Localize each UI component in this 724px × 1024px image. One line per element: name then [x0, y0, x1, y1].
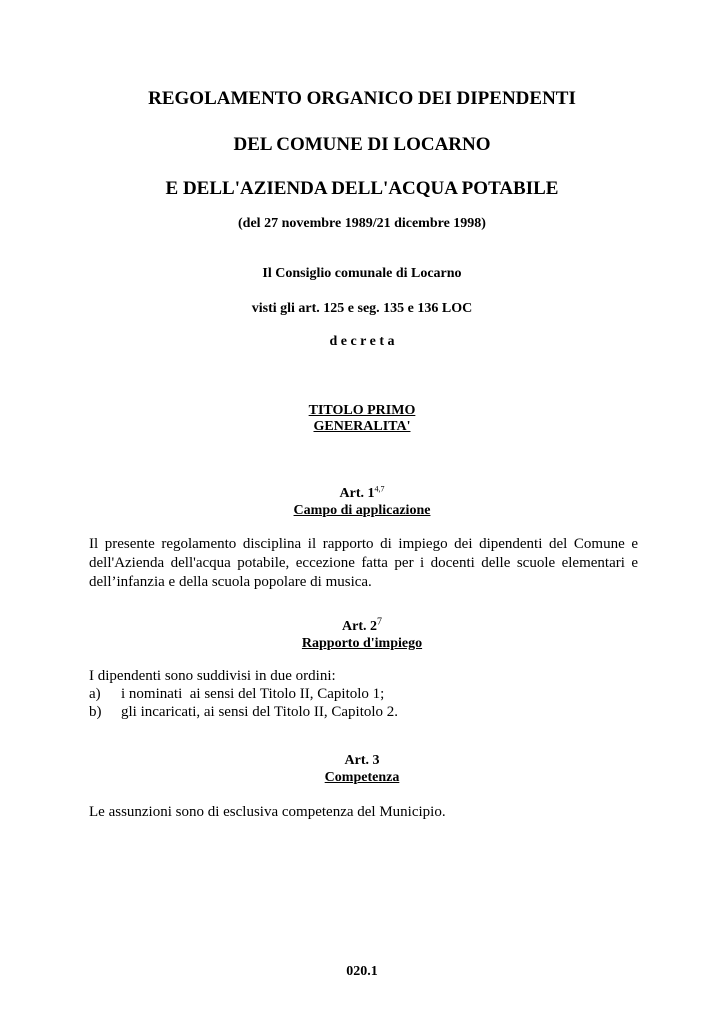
- list-item: [89, 685, 384, 704]
- document-title-line-3: E DELL'AZIENDA DELL'ACQUA POTABILE: [165, 178, 559, 199]
- list-item-text: i nominati ai sensi del Titolo II, Capitolo 1;: [121, 686, 385, 702]
- section-subtitle: GENERALITA': [313, 419, 411, 434]
- article-2-heading: Rapporto d'impiego: [301, 636, 423, 651]
- article-2-footnote-ref: 7: [377, 616, 382, 628]
- article-3-number: Art. 3: [344, 753, 380, 768]
- article-2-number: [0, 618, 724, 635]
- document-date: (del 27 novembre 1989/21 dicembre 1998): [238, 216, 486, 231]
- page-number: 020.1: [346, 964, 378, 979]
- preamble-legal-basis: visti gli art. 125 e seg. 135 e 136 LOC: [251, 301, 473, 316]
- list-item-mark: a): [89, 686, 101, 702]
- article-1-label: Art. 1: [339, 486, 375, 501]
- article-1-number: [0, 485, 724, 502]
- article-1-text: Il presente regolamento disciplina il rapporto di impiego dei dipendenti del Comune e dell'Azienda dell'acqua potabile, eccezione fatta per i docenti delle scuole elementari e dell’infanzia e della scuola popolare di musica.: [89, 536, 638, 590]
- preamble-authority: Il Consiglio comunale di Locarno: [262, 266, 462, 281]
- article-1-footnote-ref: 4,7: [374, 484, 385, 494]
- article-3-heading: Competenza: [324, 770, 400, 785]
- document-title-line-2: DEL COMUNE DI LOCARNO: [233, 134, 491, 155]
- list-item: [89, 703, 398, 722]
- article-2-intro: I dipendenti sono suddivisi in due ordini:: [89, 668, 336, 684]
- list-item-mark: b): [89, 704, 102, 720]
- list-item-text: gli incaricati, ai sensi del Titolo II, Capitolo 2.: [121, 704, 399, 720]
- preamble-decree: d e c r e t a: [329, 334, 395, 349]
- article-1-heading: Campo di applicazione: [293, 503, 431, 518]
- section-title: TITOLO PRIMO: [308, 403, 416, 418]
- document-title-line-1: REGOLAMENTO ORGANICO DEI DIPENDENTI: [148, 88, 576, 109]
- article-2-label: Art. 2: [342, 619, 377, 634]
- article-3-text: Le assunzioni sono di esclusiva competenza del Municipio.: [89, 804, 446, 820]
